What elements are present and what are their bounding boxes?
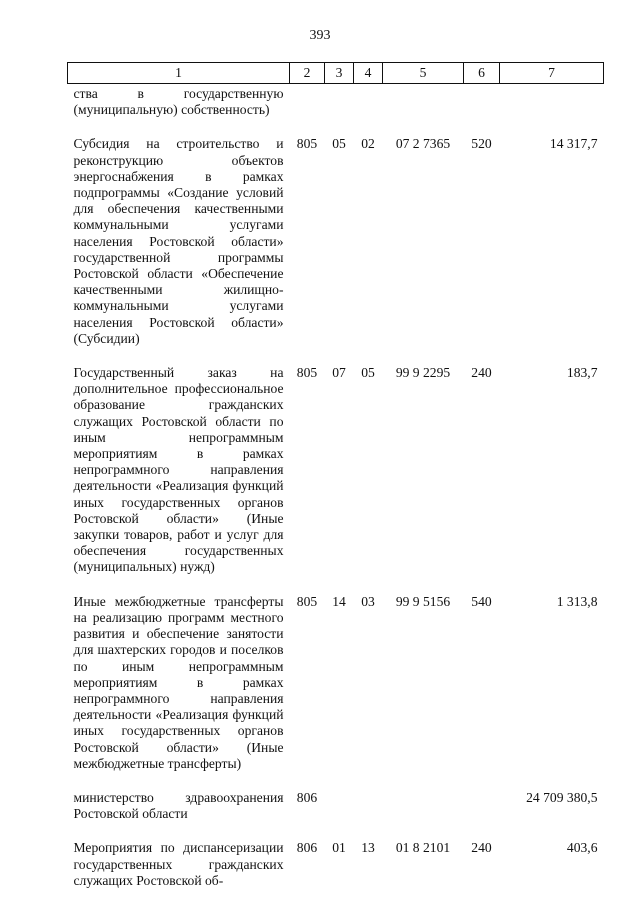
row-code-6: 240 [471,840,492,856]
row-code-6: 240 [471,365,492,381]
row-name: Мероприятия по диспансеризации государственных гражданских служащих Ростовской об- [73,840,284,888]
row-code-2: 806 [296,789,318,805]
budget-table [67,62,604,889]
row-code-4: 13 [361,840,375,856]
row-code-6 [464,790,500,840]
row-code-4: 03 [361,593,375,609]
column-header: 6 [464,63,500,84]
row-code-2 [290,84,325,137]
row-amount: 1 313,8 [556,593,598,609]
row-code-3 [325,790,354,840]
row-code-3: 01 [332,840,346,856]
table-row [68,840,604,889]
row-code-4 [354,84,383,137]
row-code-2: 805 [296,593,318,609]
row-amount: 183,7 [566,365,598,381]
row-name: ства в государственную (муниципальную) собственность) [73,86,284,118]
row-code-2: 806 [296,840,318,856]
table-row [68,790,604,840]
column-header: 1 [68,63,290,84]
row-amount: 14 317,7 [549,136,598,152]
row-code-5 [383,790,464,840]
page-number: 393 [309,28,331,43]
table-row [68,365,604,594]
row-code-6: 540 [471,593,492,609]
row-code-6 [464,84,500,137]
row-code-5: 01 8 2101 [395,840,451,856]
row-code-3 [325,84,354,137]
table-row [68,594,604,790]
row-code-5: 99 9 5156 [395,593,451,609]
row-code-3: 07 [332,365,346,381]
row-amount: 403,6 [566,840,598,856]
row-name: Государственный заказ на дополнительное профессиональное образование гражданских служащих Ростовской области по иным непрограммным мероприятиям в рамках непрограммного направления деятельности «Реализация функций иных государственных органов Ростовской области» (Иные закупки товаров, работ и услуг для обеспечения государственных (муниципальных) нужд) [73,365,284,575]
row-code-3: 05 [332,136,346,152]
table-row [68,84,604,137]
row-code-2: 805 [296,365,318,381]
row-name: министерство здравоохранения Ростовской области [73,789,284,822]
row-code-3: 14 [332,593,346,609]
row-amount: 24 709 380,5 [526,789,598,805]
column-header: 5 [383,63,464,84]
column-header: 2 [290,63,325,84]
row-name: Иные межбюджетные трансферты на реализацию программ местного развития и обеспечение занятости для шахтерских городов и поселков по иным непрограммным мероприятиям в рамках непрограммного направления деятельности «Реализация функций иных государственных органов Ростовской области» (Иные межбюджетные трансферты) [73,593,284,771]
column-header: 3 [325,63,354,84]
column-header: 7 [500,63,604,84]
row-amount [500,84,604,137]
row-code-5: 99 9 2295 [395,365,451,381]
column-header: 4 [354,63,383,84]
row-code-4: 05 [361,365,375,381]
row-code-5 [383,84,464,137]
row-name: Субсидия на строительство и реконструкцию объектов энергоснабжения в рамках подпрограммы «Создание условий для обеспечения качественными коммунальными услугами населения Ростовской области» государственной программы Ростовской области «Обеспечение качественными жилищно-коммунальными услугами населения Ростовской области» (Субсидии) [73,136,284,346]
row-code-2: 805 [296,136,318,152]
table-header-row [68,63,604,84]
table-row [68,136,604,365]
row-code-6: 520 [471,136,492,152]
row-code-5: 07 2 7365 [395,136,451,152]
row-code-4 [354,790,383,840]
row-code-4: 02 [361,136,375,152]
